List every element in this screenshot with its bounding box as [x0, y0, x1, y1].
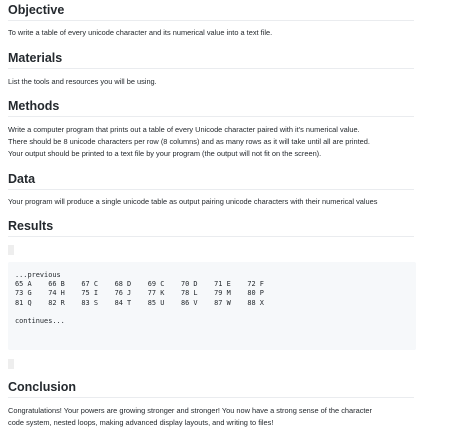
unicode-table-output: ...previous 65 A 66 B 67 C 68 D 69 C 70 D 71 E 72 F 73 G 74 H 75 I 76 J 77 K 78 L 79 M 80 P 81 Q 82 R 83 S 84 T 85 U 86 V 87 W 88 X continues...: [15, 271, 264, 326]
blank-code-block: [8, 245, 14, 255]
materials-heading: Materials: [8, 51, 63, 65]
methods-text-line-2: There should be 8 unicode characters per row (8 columns) and as many rows as it will take until all are printed.: [8, 137, 370, 146]
methods-text-line-3: Your output should be printed to a text file by your program (the output will not fit on the screen).: [8, 149, 322, 158]
objective-divider: [8, 20, 414, 21]
conclusion-text-line-1: Congratulations! Your powers are growing stronger and stronger! You now have a strong sense of the character: [8, 406, 373, 415]
objective-text: To write a table of every unicode character and its numerical value into a text file.: [8, 28, 273, 37]
objective-heading: Objective: [8, 3, 65, 17]
materials-text: List the tools and resources you will be using.: [8, 77, 157, 86]
methods-text-line-1: Write a computer program that prints out a table of every Unicode character paired with it's numerical value.: [8, 125, 360, 134]
methods-divider: [8, 116, 414, 117]
methods-heading: Methods: [8, 99, 60, 113]
materials-divider: [8, 68, 414, 69]
data-divider: [8, 189, 414, 190]
results-heading: Results: [8, 219, 54, 233]
conclusion-heading: Conclusion: [8, 380, 77, 394]
conclusion-divider: [8, 397, 414, 398]
data-heading: Data: [8, 172, 36, 186]
results-divider: [8, 236, 414, 237]
blank-code-block: [8, 359, 14, 369]
results-code-block: [8, 262, 416, 350]
conclusion-text-line-2: code system, nested loops, making advanced display layouts, and writing to files!: [8, 418, 274, 427]
data-text: Your program will produce a single unicode table as output pairing unicode characters with their numerical values: [8, 197, 378, 206]
